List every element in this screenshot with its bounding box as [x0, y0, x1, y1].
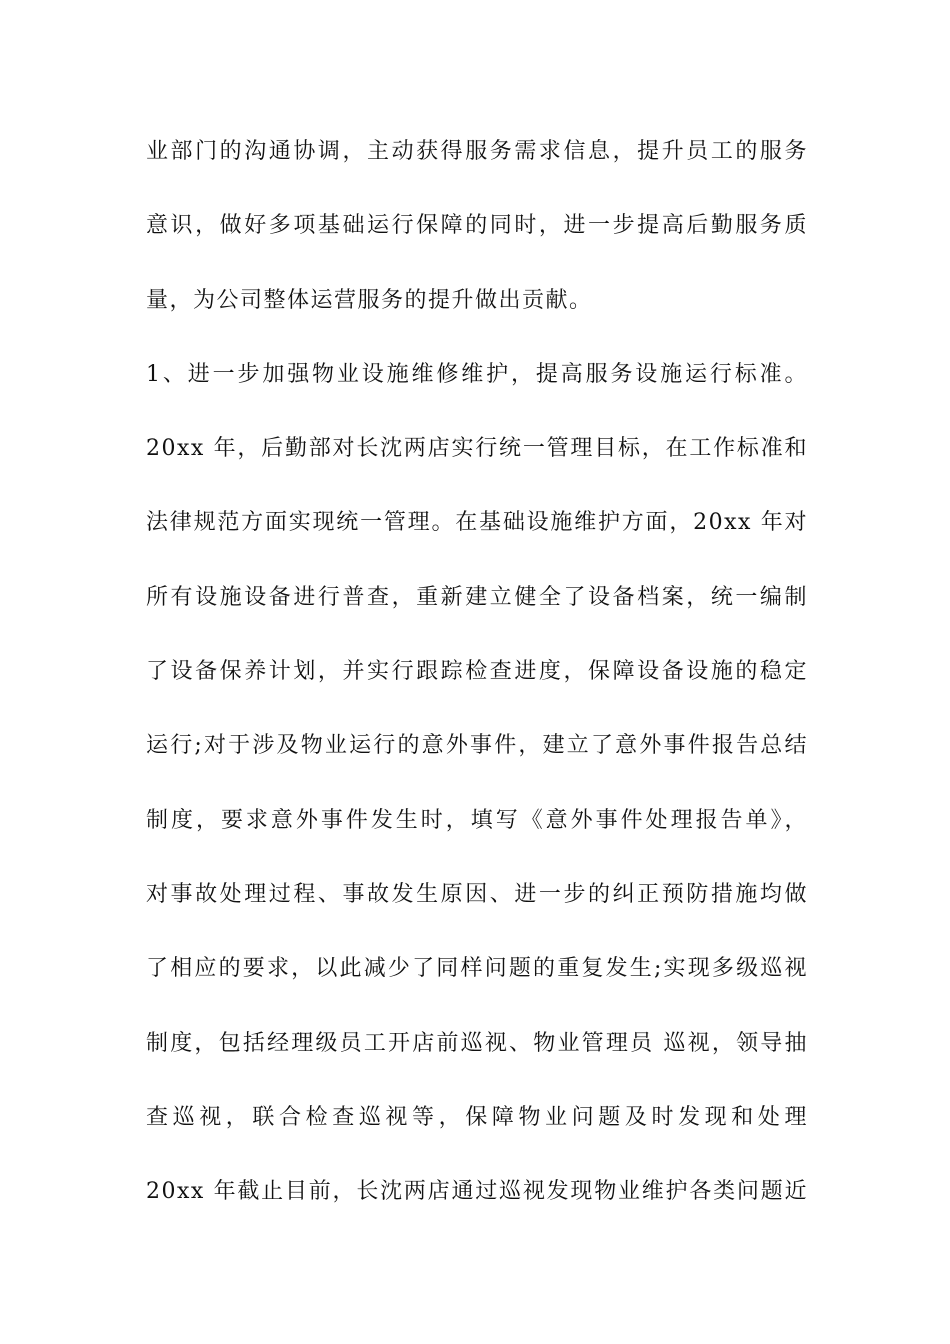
paragraph-line: 量，为公司整体运营服务的提升做出贡献。 — [146, 287, 593, 313]
paragraph-line: 了设备保养计划，并实行跟踪检查进度，保障设备设施的稳定 — [146, 659, 808, 685]
document-body — [146, 126, 808, 1240]
paragraph-line: 20xx 年截止目前，长沈两店通过巡视发现物业维护各类问题近 — [146, 1179, 808, 1205]
section-heading: 1、进一步加强物业设施维修维护，提高服务设施运行标准。 — [146, 361, 808, 387]
paragraph-line: 业部门的沟通协调，主动获得服务需求信息，提升员工的服务 — [146, 139, 808, 164]
paragraph-line: 对事故处理过程、事故发生原因、进一步的纠正预防措施均做 — [146, 881, 808, 907]
paragraph-line: 20xx 年，后勤部对长沈两店实行统一管理目标，在工作标准和 — [146, 436, 808, 462]
paragraph-line: 所有设施设备进行普查，重新建立健全了设备档案，统一编制 — [146, 584, 808, 610]
paragraph-line: 运行;对于涉及物业运行的意外事件，建立了意外事件报告总结 — [146, 733, 808, 759]
paragraph-line: 制度，要求意外事件发生时，填写《意外事件处理报告单》， — [146, 807, 808, 833]
paragraph-line: 法律规范方面实现统一管理。在基础设施维护方面，20xx 年对 — [146, 510, 808, 536]
paragraph-line: 了相应的要求，以此减少了同样问题的重复发生;实现多级巡视 — [146, 956, 808, 982]
paragraph-line: 制度，包括经理级员工开店前巡视、物业管理员 巡视，领导抽 — [146, 1030, 808, 1056]
paragraph-line: 查巡视，联合检查巡视等，保障物业问题及时发现和处理 — [146, 1104, 808, 1130]
paragraph-line: 意识，做好多项基础运行保障的同时，进一步提高后勤服务质 — [146, 213, 808, 239]
